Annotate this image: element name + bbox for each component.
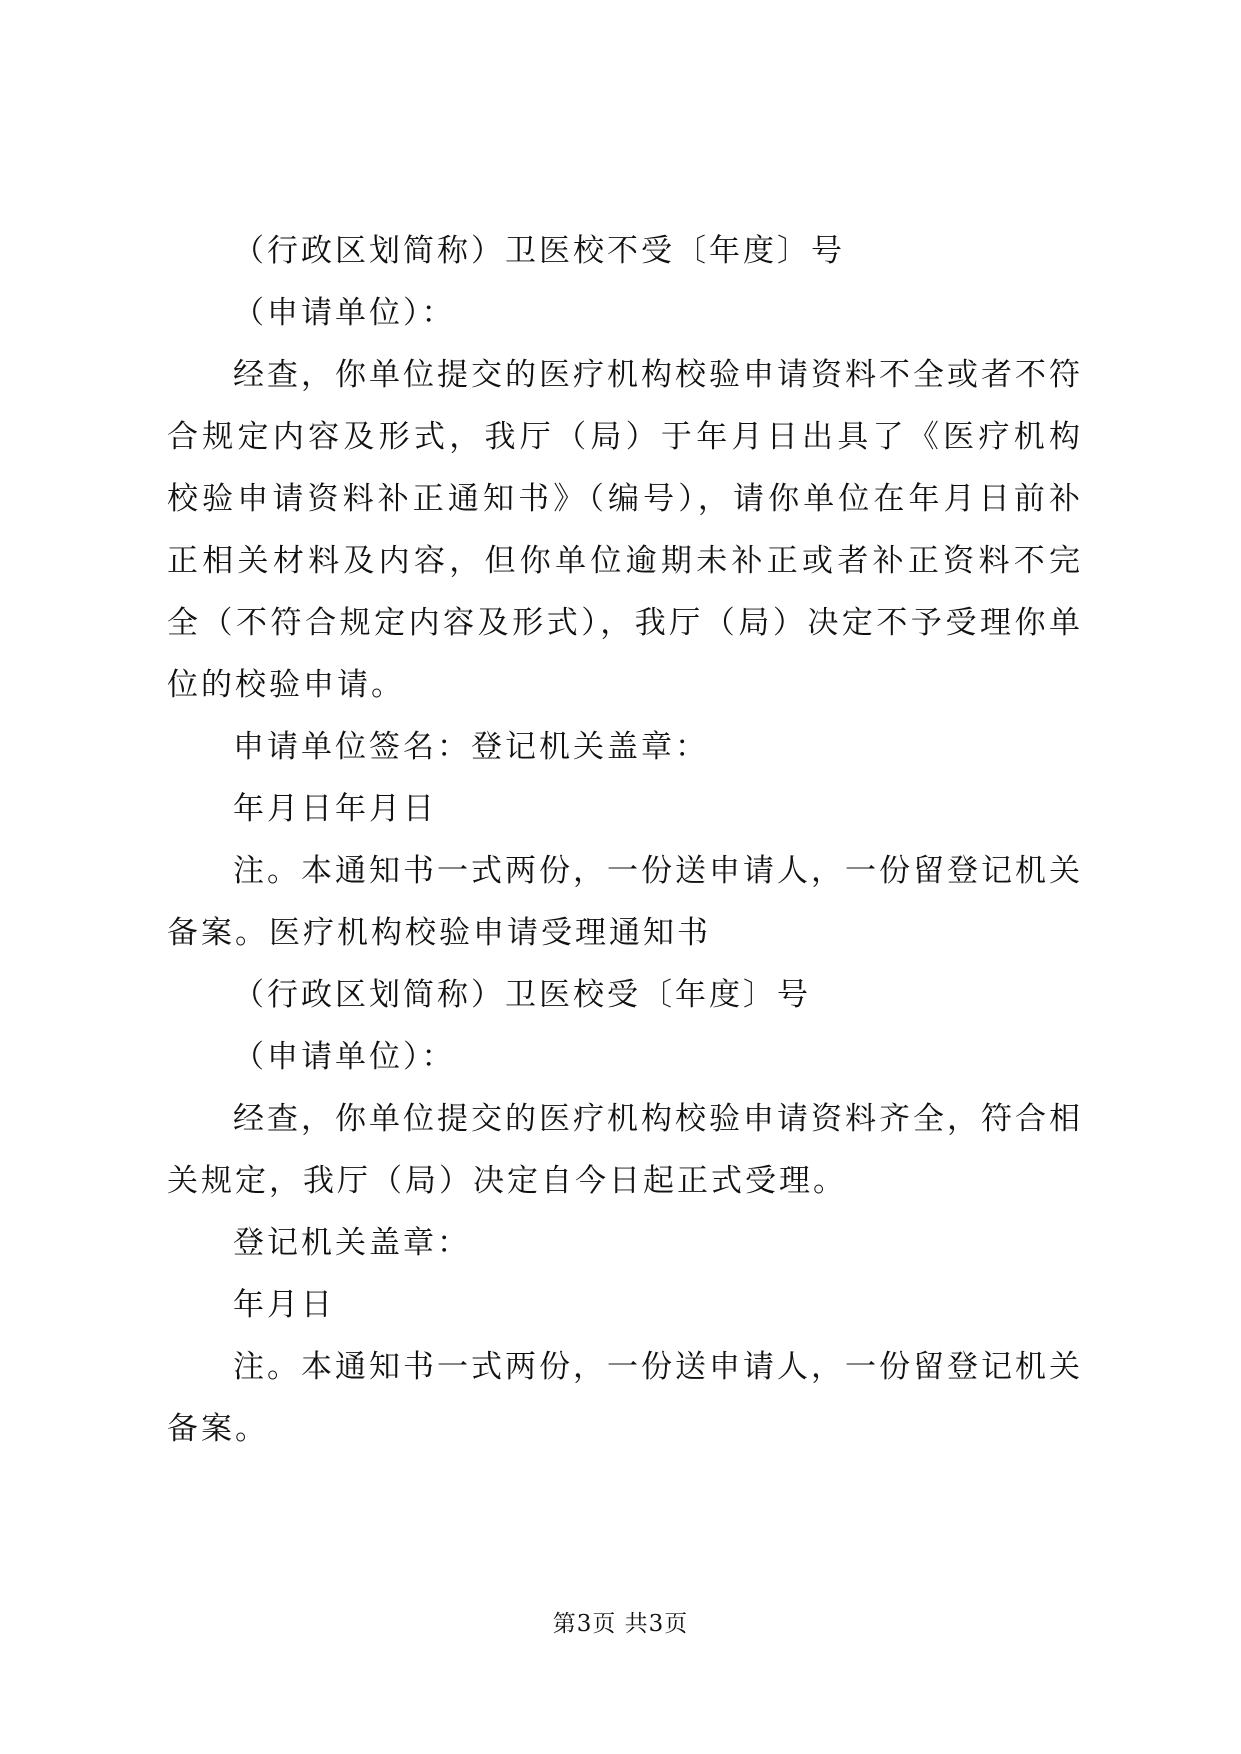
note-paragraph: 注。本通知书一式两份，一份送申请人，一份留登记机关备案。医疗机构校验申请受理通知书 [167, 853, 1083, 951]
page-number: 第3页 共3页 [552, 1611, 689, 1637]
rejection-body-paragraph: 经查，你单位提交的医疗机构校验申请资料不全或者不符合规定内容及形式，我厅（局）于年月日出具了《医疗机构校验申请资料补正通知书》（编号），请你单位在年月日前补正相关材料及内容，但你单位逾期未补正或者补正资料不完全（不符合规定内容及形式），我厅（局）决定不予受理你单位的校验申请。 [167, 357, 1083, 703]
date-line: 年月日年月日 [233, 791, 437, 827]
applicant-unit-salutation: （申请单位）： [233, 295, 456, 331]
acceptance-body-paragraph: 经查，你单位提交的医疗机构校验申请资料齐全，符合相关规定，我厅（局）决定自今日起正式受理。 [167, 1101, 1083, 1199]
signature-and-seal-line: 申请单位签名：登记机关盖章： [233, 729, 709, 765]
notice-number-not-accepted: （行政区划简称）卫医校不受〔年度〕号 [233, 233, 845, 269]
date-line-2: 年月日 [233, 1287, 335, 1323]
applicant-unit-salutation-2: （申请单位）： [233, 1039, 456, 1075]
note-paragraph-2: 注。本通知书一式两份，一份送申请人，一份留登记机关备案。 [167, 1349, 1083, 1447]
document-body [167, 220, 1083, 1460]
seal-line: 登记机关盖章： [233, 1225, 471, 1261]
notice-number-accepted: （行政区划简称）卫医校受〔年度〕号 [233, 977, 811, 1013]
